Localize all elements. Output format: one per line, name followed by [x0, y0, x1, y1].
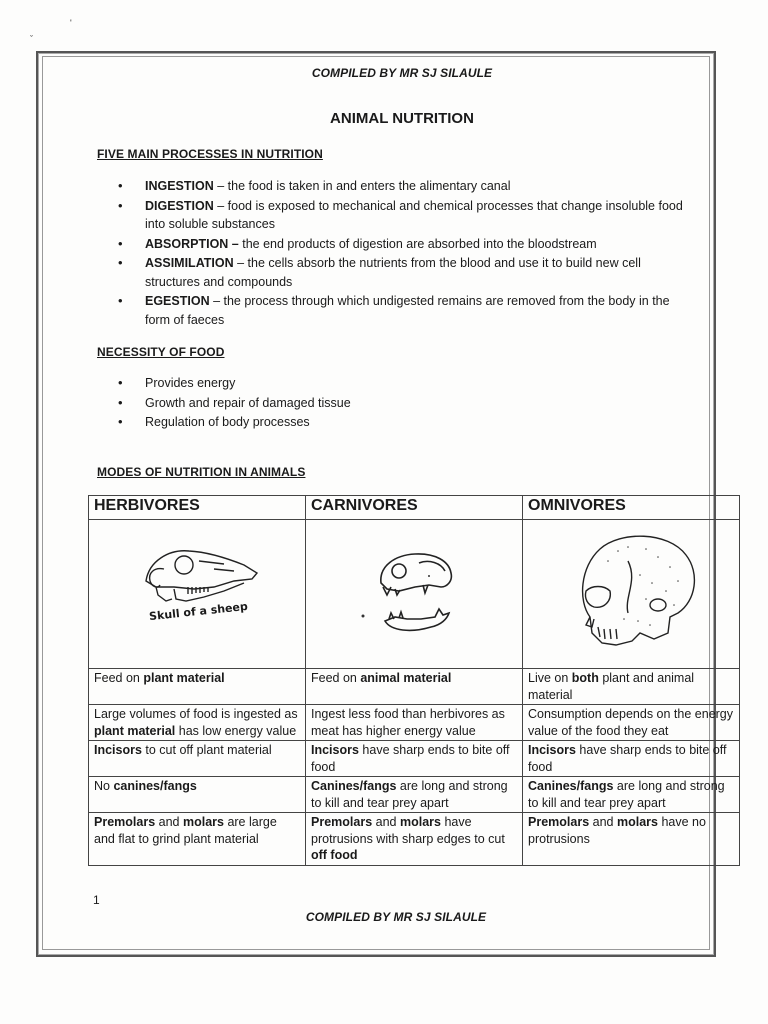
process-term: DIGESTION	[145, 198, 214, 213]
table-row	[89, 669, 740, 705]
cell-text: have sharp ends to bite off food	[311, 743, 510, 774]
cell-emphasis: Incisors	[311, 743, 359, 757]
footer-compiled-by: COMPILED BY MR SJ SILAULE	[305, 910, 487, 924]
table-header-row	[89, 496, 740, 520]
cell-emphasis: Canines/fangs	[528, 779, 614, 793]
cell-emphasis: off food	[311, 848, 358, 862]
cell-emphasis: Incisors	[528, 743, 576, 757]
cell-text: Ingest less food than herbivores as meat has higher energy value	[311, 707, 505, 738]
column-header-herbivores: HERBIVORES	[89, 496, 306, 520]
table-cell-carnivores	[306, 741, 523, 777]
cell-text: have no protrusions	[528, 815, 706, 846]
necessity-heading: NECESSITY OF FOOD	[97, 345, 225, 359]
cell-emphasis: animal material	[360, 671, 452, 685]
cell-emphasis: molars	[399, 815, 441, 829]
table-cell-herbivores	[89, 705, 306, 741]
cell-emphasis: Premolars	[311, 815, 373, 829]
cell-text: to cut off plant material	[141, 743, 272, 757]
cell-text: have sharp ends to bite off food	[528, 743, 727, 774]
process-item	[98, 235, 698, 254]
cell-text: Consumption depends on the energy value of the food they eat	[528, 707, 734, 738]
process-term: EGESTION	[145, 294, 210, 308]
table-cell-omnivores	[523, 813, 740, 866]
cell-text: are large and flat to grind plant material	[94, 815, 277, 846]
process-item	[98, 254, 698, 291]
table-cell-omnivores	[523, 705, 740, 741]
column-header-omnivores: OMNIVORES	[523, 496, 740, 520]
table-cell-omnivores	[523, 777, 740, 813]
process-term: INGESTION	[145, 179, 214, 193]
table-row	[89, 705, 740, 741]
process-description: – food is exposed to mechanical and chemical processes that change insoluble food into soluble substances	[145, 198, 683, 231]
table-row	[89, 813, 740, 866]
cell-emphasis: canines/fangs	[113, 779, 197, 793]
process-term: ASSIMILATION	[145, 256, 234, 270]
cell-text: and	[372, 815, 400, 829]
cell-text: has low energy value	[175, 723, 297, 738]
header-compiled-by: COMPILED BY MR SJ SILAULE	[311, 66, 493, 80]
cell-text: are long and strong to kill and tear prey apart	[528, 779, 725, 810]
cell-text: are long and strong to kill and tear prey apart	[311, 779, 508, 810]
necessity-list	[98, 374, 598, 432]
modes-heading: MODES OF NUTRITION IN ANIMALS	[97, 465, 306, 479]
cell-text: and	[155, 815, 183, 829]
process-item	[98, 177, 698, 196]
cell-text: No	[94, 779, 114, 793]
cell-emphasis: Premolars	[94, 815, 156, 829]
human-skull-illustration	[528, 521, 734, 667]
human-skull-cell	[523, 520, 740, 669]
cell-text: have protrusions with sharp edges to cut	[311, 815, 505, 846]
process-description: the end products of digestion are absorbed into the bloodstream	[238, 236, 597, 251]
cell-text: Feed on	[94, 671, 144, 685]
table-row-images	[89, 520, 740, 669]
process-description: – the food is taken in and enters the alimentary canal	[213, 179, 511, 193]
cell-text: Large volumes of food is ingested as	[94, 707, 298, 721]
scan-mark: '	[70, 18, 72, 28]
table-row	[89, 777, 740, 813]
cell-emphasis: Incisors	[94, 743, 142, 757]
cell-emphasis: plant material	[94, 723, 176, 738]
process-description: – the cells absorb the nutrients from the blood and use it to build new cell structures and compounds	[145, 256, 641, 289]
table-cell-herbivores	[89, 813, 306, 866]
cell-text: and	[589, 815, 617, 829]
table-cell-carnivores	[306, 669, 523, 705]
cat-skull-cell	[306, 520, 523, 669]
cell-emphasis: molars	[182, 815, 224, 829]
process-item	[98, 197, 698, 234]
cell-emphasis: Premolars	[528, 815, 590, 829]
cell-emphasis: plant material	[143, 671, 225, 685]
table-cell-carnivores	[306, 777, 523, 813]
process-term: ABSORPTION –	[145, 236, 239, 251]
cat-skull-illustration	[311, 521, 517, 667]
necessity-item: • Regulation of body processes	[98, 413, 598, 432]
column-header-carnivores: CARNIVORES	[306, 496, 523, 520]
table-cell-omnivores	[523, 669, 740, 705]
modes-table	[88, 495, 740, 866]
sheep-skull-cell	[89, 520, 306, 669]
page-title: ANIMAL NUTRITION	[330, 110, 474, 127]
sheep-skull-illustration	[94, 521, 300, 667]
table-row	[89, 741, 740, 777]
process-description: – the process through which undigested remains are removed from the body in the form of faeces	[145, 294, 670, 327]
cell-text: Live on	[528, 671, 572, 685]
cell-emphasis: molars	[616, 815, 658, 829]
table-cell-herbivores	[89, 777, 306, 813]
cell-text: Feed on	[311, 671, 361, 685]
scan-mark: ˇ	[30, 34, 33, 44]
sheep-skull-caption: Skull of a sheep	[148, 599, 249, 624]
page-number: 1	[93, 893, 100, 907]
table-cell-herbivores	[89, 741, 306, 777]
table-cell-carnivores	[306, 705, 523, 741]
cell-text: plant and animal material	[528, 671, 695, 702]
table-cell-herbivores	[89, 669, 306, 705]
processes-heading: FIVE MAIN PROCESSES IN NUTRITION	[97, 147, 323, 161]
table-cell-omnivores	[523, 741, 740, 777]
table-cell-carnivores	[306, 813, 523, 866]
cell-emphasis: both	[571, 671, 599, 685]
necessity-item: • Provides energy	[98, 374, 598, 393]
necessity-item: • Growth and repair of damaged tissue	[98, 394, 598, 413]
processes-list	[98, 177, 698, 329]
process-item	[98, 292, 698, 329]
cell-emphasis: Canines/fangs	[311, 779, 397, 793]
